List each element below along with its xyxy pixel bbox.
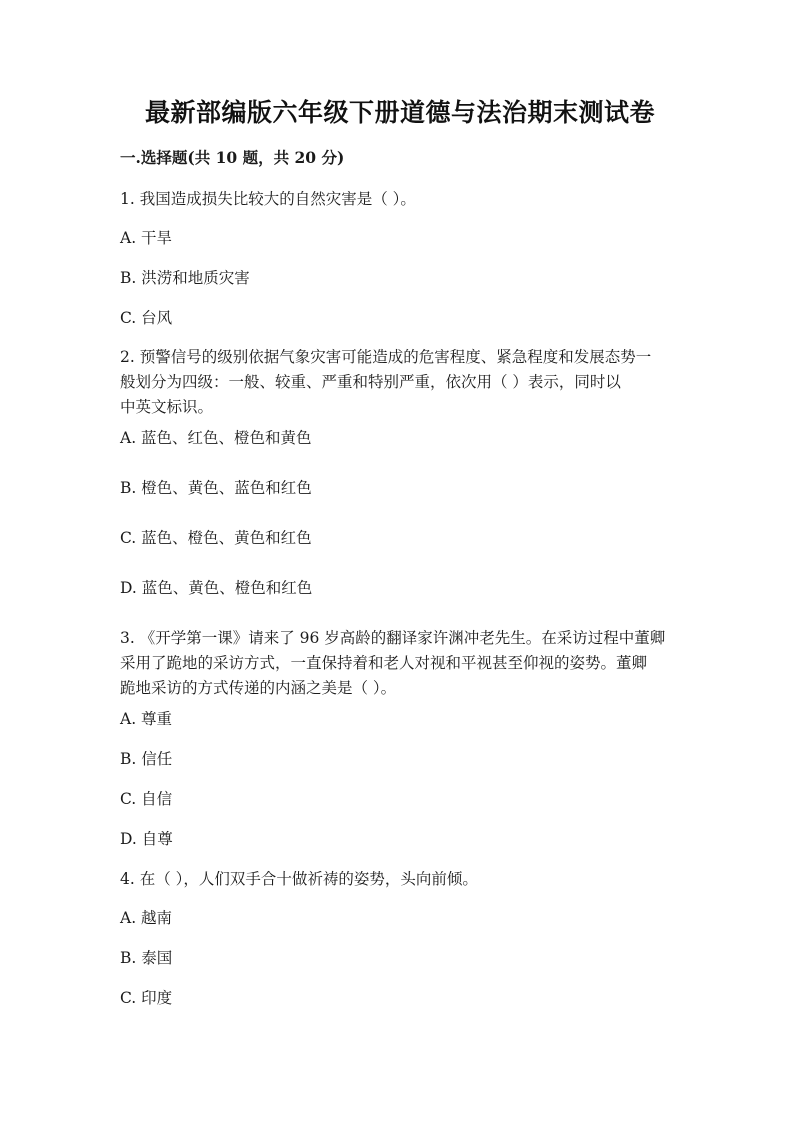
question-3-option-d: D. 自尊: [120, 830, 173, 848]
question-1-option-c: C. 台风: [120, 309, 173, 327]
question-1-option-b: B. 洪涝和地质灾害: [120, 269, 250, 287]
question-4-option-a: A. 越南: [120, 909, 173, 927]
question-2-option-c: C. 蓝色、橙色、黄色和红色: [120, 529, 312, 547]
question-2-stem-line-1: 2. 预警信号的级别依据气象灾害可能造成的危害程度、紧急程度和发展态势一: [120, 348, 652, 366]
page-title: 最新部编版六年级下册道德与法治期末测试卷: [144, 98, 655, 127]
question-3-option-b: B. 信任: [120, 750, 173, 768]
question-3-stem-line-1: 3. 《开学第一课》请来了 96 岁高龄的翻译家许渊冲老先生。在采访过程中董卿: [120, 629, 666, 647]
question-3-option-c: C. 自信: [120, 790, 173, 808]
question-2-option-b: B. 橙色、黄色、蓝色和红色: [120, 479, 312, 497]
section-heading: 一.选择题(共 10 题，共 20 分): [120, 148, 345, 167]
question-2-option-d: D. 蓝色、黄色、橙色和红色: [120, 579, 313, 597]
question-3-stem-line-2: 采用了跪地的采访方式，一直保持着和老人对视和平视甚至仰视的姿势。董卿: [120, 654, 648, 672]
question-2-stem-line-2: 般划分为四级：一般、较重、严重和特别严重，依次用（ ）表示，同时以: [120, 373, 621, 391]
question-3-stem-line-3: 跪地采访的方式传递的内涵之美是（ ）。: [120, 679, 397, 697]
question-1-option-a: A. 干旱: [120, 229, 173, 247]
question-2-option-a: A. 蓝色、红色、橙色和黄色: [120, 429, 312, 447]
question-4-option-b: B. 泰国: [120, 949, 173, 967]
question-1-stem: 1. 我国造成损失比较大的自然灾害是（ ）。: [120, 190, 416, 208]
question-4-stem: 4. 在（ ），人们双手合十做祈祷的姿势，头向前倾。: [120, 870, 478, 888]
question-3-option-a: A. 尊重: [120, 710, 173, 728]
question-4-option-c: C. 印度: [120, 989, 173, 1007]
question-2-stem-line-3: 中英文标识。: [120, 398, 214, 416]
